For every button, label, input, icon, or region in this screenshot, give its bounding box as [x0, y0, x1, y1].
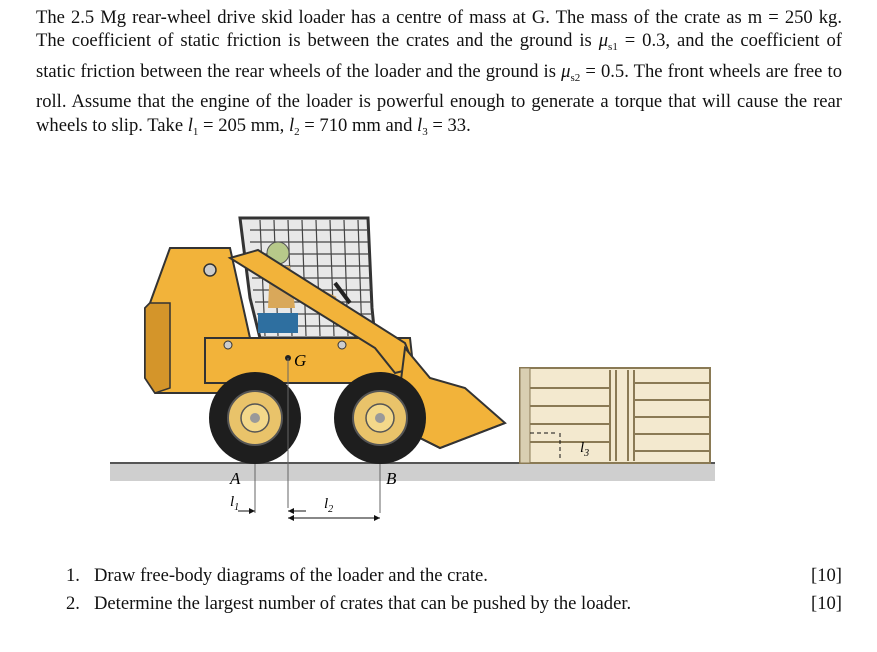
- question-text: [66, 590, 631, 618]
- label-l1: $l_1$: [230, 494, 240, 513]
- front-wheel: [334, 372, 426, 464]
- l1-symbol: l: [187, 114, 193, 136]
- ground: [110, 463, 715, 481]
- label-B: B: [386, 469, 397, 488]
- label-G: G: [294, 351, 307, 370]
- l3-symbol: l: [417, 114, 423, 136]
- question-item: [66, 562, 842, 590]
- mu-s1-symbol: μ: [598, 30, 609, 52]
- question-marks: [10]: [811, 593, 842, 614]
- mu-s1-subscript: s1: [608, 41, 618, 54]
- question-text: [66, 562, 488, 590]
- problem-text-4: = 205 mm,: [198, 114, 289, 136]
- question-body: Determine the largest number of crates that can be pushed by the loader.: [94, 593, 632, 614]
- l2-dimension: [288, 496, 380, 521]
- problem-statement: [36, 6, 842, 144]
- rear-wheel: [209, 372, 301, 464]
- problem-text-1: The 2.5 Mg rear-wheel drive skid loader has a centre of mass at G. The mass of the crate as m = 250 kg. The coefficient of static friction is between the crates and the ground is: [36, 7, 842, 52]
- label-l3: $l_3$: [580, 440, 590, 459]
- skid-loader-figure: [110, 208, 720, 538]
- l2-subscript: 2: [294, 125, 300, 138]
- crate: [520, 368, 710, 463]
- question-marks: [10]: [811, 565, 842, 586]
- l1-dimension: [230, 494, 306, 514]
- label-A: A: [230, 469, 241, 488]
- l2-symbol: l: [288, 114, 295, 136]
- problem-text-6: = 33.: [427, 114, 471, 136]
- question-body: Draw free-body diagrams of the loader and the crate.: [94, 565, 488, 586]
- mu-s2-symbol: μ: [561, 60, 571, 82]
- question-number: 1.: [66, 565, 80, 586]
- mu-s2-subscript: s2: [570, 71, 581, 84]
- question-item: [66, 590, 842, 618]
- question-list: [66, 562, 842, 618]
- question-number: 2.: [66, 593, 80, 614]
- label-l2: $l_2$: [324, 496, 334, 515]
- problem-text-2: = 0.3, and the coefficient of static friction between the rear wheels of the loader and the ground is: [36, 30, 842, 82]
- l1-subscript: 1: [192, 125, 199, 138]
- problem-text-3: = 0.5. The front wheels are free to roll. Assume that the engine of the loader is powerful enough to generate a torque that will cause the rear wheels to slip. Take: [36, 60, 842, 136]
- problem-text-5: = 710 mm and: [299, 114, 418, 136]
- l3-subscript: 3: [422, 125, 428, 138]
